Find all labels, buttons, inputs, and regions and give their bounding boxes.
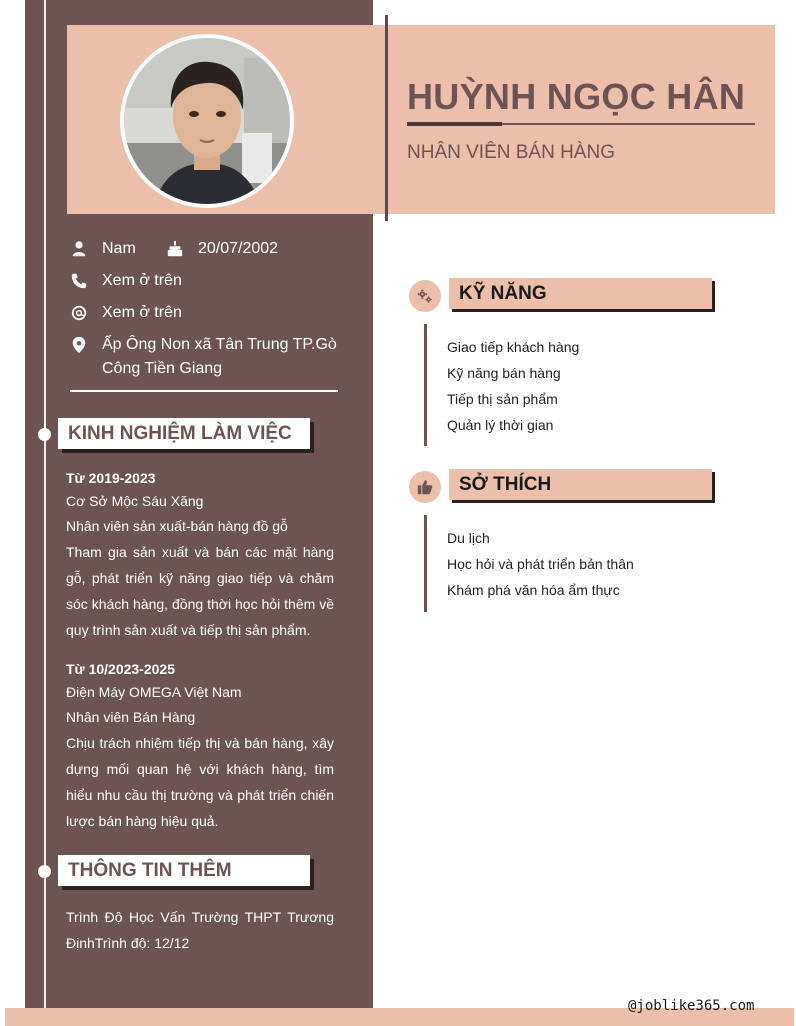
email-row — [70, 301, 182, 325]
skills-list — [447, 334, 579, 438]
phone-row — [70, 269, 182, 293]
timeline-dot — [38, 428, 51, 441]
skill-item: Giao tiếp khách hàng — [447, 339, 580, 355]
phone-value: Xem ở trên — [102, 272, 182, 289]
header-divider — [385, 15, 388, 221]
hobbies-heading: SỞ THÍCH — [449, 469, 712, 500]
address-value: Ấp Ông Non xã Tân Trung TP.Gò Công Tiền Giang — [102, 336, 337, 377]
address-row — [70, 333, 338, 381]
map-pin-icon — [70, 336, 88, 354]
experience-item — [66, 658, 334, 834]
experience-description: Chịu trách nhiệm tiếp thị và bán hàng, xây dựng mối quan hệ với khách hàng, tìm hiểu nhu cầu thị trường và phát triển chiến lược bán hàng hiệu quả. — [66, 735, 334, 829]
birthday-row — [166, 237, 278, 261]
hobby-item: Khám phá văn hóa ẩm thực — [447, 582, 620, 598]
hobby-item: Du lịch — [447, 530, 490, 546]
extra-info-text: Trình Độ Học Vấn Trường THPT Trương ĐịnhTrình độ: 12/12 — [66, 909, 334, 951]
skill-item: Quản lý thời gian — [447, 417, 554, 433]
user-icon — [70, 240, 88, 258]
at-sign-icon — [70, 304, 88, 322]
thumbs-up-icon — [409, 471, 441, 503]
skills-heading: KỸ NĂNG — [449, 278, 712, 309]
hobby-item: Học hỏi và phát triển bản thân — [447, 556, 634, 572]
name-underline-accent — [407, 122, 502, 126]
watermark: @joblike365.com — [628, 998, 755, 1014]
birthday-value: 20/07/2002 — [198, 240, 279, 257]
experience-heading: KINH NGHIỆM LÀM VIỆC — [58, 418, 310, 449]
experience-period: Từ 2019-2023 — [66, 470, 156, 486]
experience-item — [66, 467, 334, 643]
extra-info-heading: THÔNG TIN THÊM — [58, 855, 310, 886]
skills-line — [424, 324, 427, 446]
hobbies-list — [447, 525, 634, 603]
gears-icon — [409, 280, 441, 312]
experience-period: Từ 10/2023-2025 — [66, 661, 175, 677]
experience-position: Nhân viên sản xuất-bán hàng đồ gỗ — [66, 518, 288, 534]
contact-separator — [70, 390, 338, 392]
timeline-dot — [38, 865, 51, 878]
hobbies-line — [424, 515, 427, 612]
skill-item: Tiếp thị sản phẩm — [447, 391, 558, 407]
experience-company: Cơ Sở Mộc Sáu Xăng — [66, 493, 204, 509]
experience-description: Tham gia sản xuất và bán các mặt hàng gỗ, phát triển kỹ năng giao tiếp và chăm sóc khách hàng, đồng thời học hỏi thêm về quy trình sản xuất và tiếp thị sản phẩm. — [66, 544, 334, 638]
email-value: Xem ở trên — [102, 304, 182, 321]
phone-icon — [70, 272, 88, 290]
cake-icon — [166, 240, 184, 258]
gender-value: Nam — [102, 240, 136, 257]
skill-item: Kỹ năng bán hàng — [447, 365, 561, 381]
experience-company: Điện Máy OMEGA Việt Nam — [66, 684, 242, 700]
avatar-photo — [124, 38, 290, 204]
avatar — [120, 34, 294, 208]
job-title: NHÂN VIÊN BÁN HÀNG — [407, 142, 615, 163]
candidate-name: HUỲNH NGỌC HÂN — [407, 76, 746, 117]
gender-row — [70, 237, 136, 261]
experience-position: Nhân viên Bán Hàng — [66, 709, 196, 725]
